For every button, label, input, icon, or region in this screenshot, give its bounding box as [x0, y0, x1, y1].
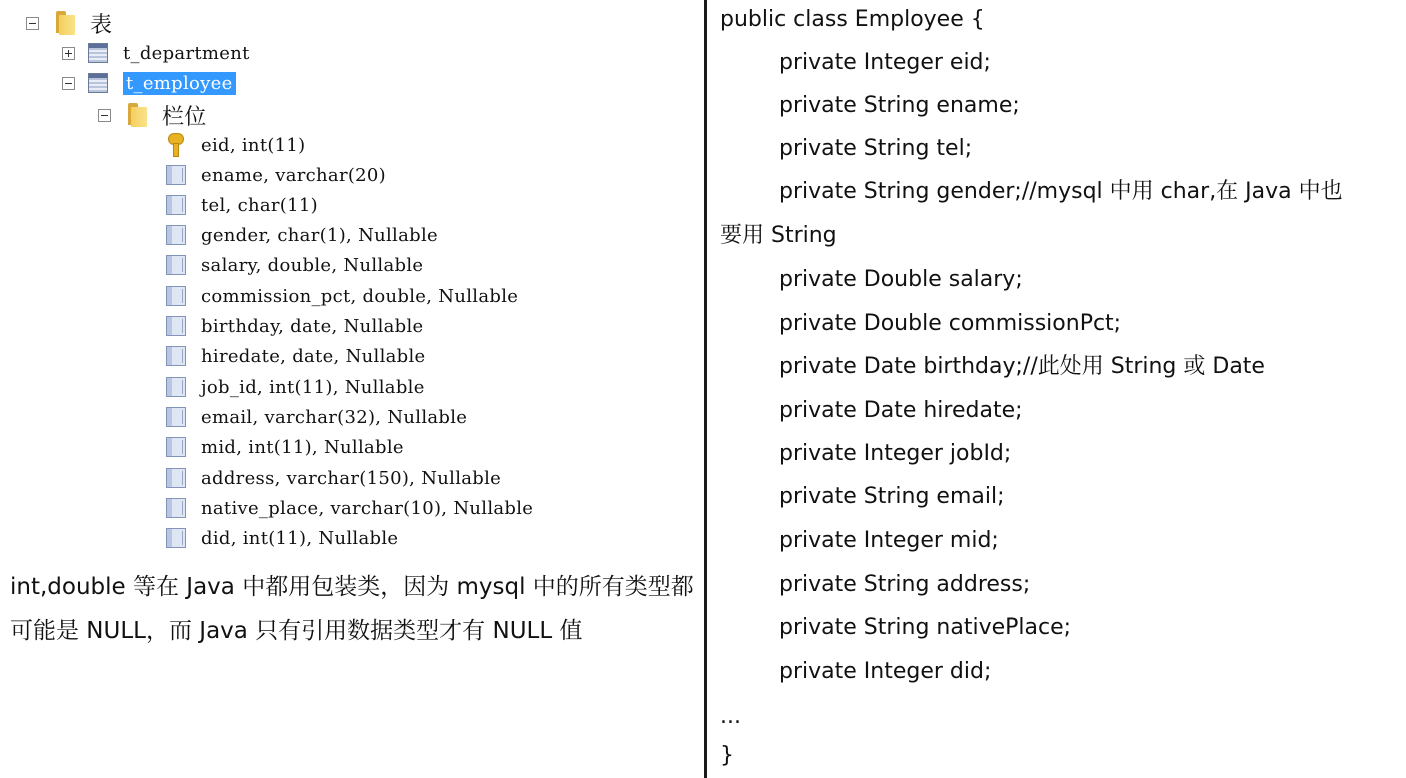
columns-folder-label: 栏位	[162, 104, 207, 130]
column-label: tel, char(11)	[201, 194, 318, 216]
code-line: private Date hiredate;	[779, 398, 1023, 423]
column-icon	[166, 468, 186, 488]
code-line: }	[720, 743, 734, 768]
column-row[interactable]	[166, 463, 501, 493]
column-icon	[166, 346, 186, 366]
column-row[interactable]	[166, 311, 424, 341]
tree-node-columns-folder[interactable]	[98, 100, 207, 130]
table-icon	[88, 73, 108, 93]
column-label: job_id, int(11), Nullable	[201, 376, 425, 398]
column-row[interactable]	[166, 432, 404, 462]
code-line: private String nativePlace;	[779, 615, 1072, 640]
column-label: gender, char(1), Nullable	[201, 224, 438, 246]
column-row[interactable]	[166, 493, 533, 523]
column-label: email, varchar(32), Nullable	[201, 406, 468, 428]
tree-node-label: 表	[90, 12, 113, 38]
code-line: private Integer mid;	[779, 528, 999, 553]
code-line: private Integer did;	[779, 659, 992, 684]
table-name-selected[interactable]: t_employee	[123, 72, 236, 95]
code-line: private Date birthday;//此处用 String 或 Date	[779, 354, 1265, 379]
code-line: public class Employee {	[720, 7, 985, 32]
column-divider	[704, 0, 707, 778]
column-label: hiredate, date, Nullable	[201, 345, 426, 367]
explanation-note: int,double 等在 Java 中都用包装类，因为 mysql 中的所有类型都可能是 NULL，而 Java 只有引用数据类型才有 NULL 值	[10, 574, 694, 644]
column-icon	[166, 377, 186, 397]
code-line: private String tel;	[779, 136, 973, 161]
column-label: address, varchar(150), Nullable	[201, 467, 502, 489]
column-icon	[166, 407, 186, 427]
expand-icon[interactable]	[62, 47, 75, 60]
folder-icon	[52, 11, 78, 35]
column-label: native_place, varchar(10), Nullable	[201, 497, 534, 519]
column-label: did, int(11), Nullable	[201, 527, 399, 549]
code-line: private Integer eid;	[779, 50, 991, 75]
collapse-icon[interactable]	[26, 17, 39, 30]
column-row[interactable]	[166, 341, 426, 371]
column-icon	[166, 225, 186, 245]
column-icon	[166, 286, 186, 306]
code-line: private Integer jobId;	[779, 441, 1012, 466]
column-icon	[166, 255, 186, 275]
column-label: commission_pct, double, Nullable	[201, 285, 519, 307]
primary-key-icon	[166, 133, 186, 157]
tree-node-table-employee[interactable]	[62, 68, 236, 98]
tree-node-tables[interactable]	[26, 8, 112, 38]
column-icon	[166, 437, 186, 457]
table-icon	[88, 43, 108, 63]
column-icon	[166, 316, 186, 336]
code-line: private Double salary;	[779, 267, 1023, 292]
column-label: ename, varchar(20)	[201, 164, 387, 186]
code-line: private Double commissionPct;	[779, 311, 1122, 336]
column-row[interactable]	[166, 220, 438, 250]
column-row[interactable]	[166, 130, 306, 160]
column-row[interactable]	[166, 372, 425, 402]
column-row[interactable]	[166, 190, 318, 220]
tree-node-table-department[interactable]	[62, 38, 250, 68]
code-line: private String ename;	[779, 93, 1020, 118]
table-name: t_department	[123, 42, 250, 64]
column-row[interactable]	[166, 402, 467, 432]
code-line: private String address;	[779, 572, 1031, 597]
code-line: ...	[720, 704, 741, 729]
column-row[interactable]	[166, 281, 518, 311]
column-row[interactable]	[166, 160, 386, 190]
column-icon	[166, 195, 186, 215]
column-icon	[166, 528, 186, 548]
column-icon	[166, 165, 186, 185]
column-icon	[166, 498, 186, 518]
code-line: private String email;	[779, 484, 1005, 509]
column-label: birthday, date, Nullable	[201, 315, 424, 337]
column-row[interactable]	[166, 250, 423, 280]
column-label: mid, int(11), Nullable	[201, 436, 404, 458]
code-line: 要用 String	[720, 223, 837, 248]
folder-icon	[124, 103, 150, 127]
column-row[interactable]	[166, 523, 398, 553]
column-label: eid, int(11)	[201, 134, 306, 156]
collapse-icon[interactable]	[62, 77, 75, 90]
collapse-icon[interactable]	[98, 109, 111, 122]
column-label: salary, double, Nullable	[201, 254, 424, 276]
code-line: private String gender;//mysql 中用 char,在 Java 中也	[779, 179, 1343, 204]
